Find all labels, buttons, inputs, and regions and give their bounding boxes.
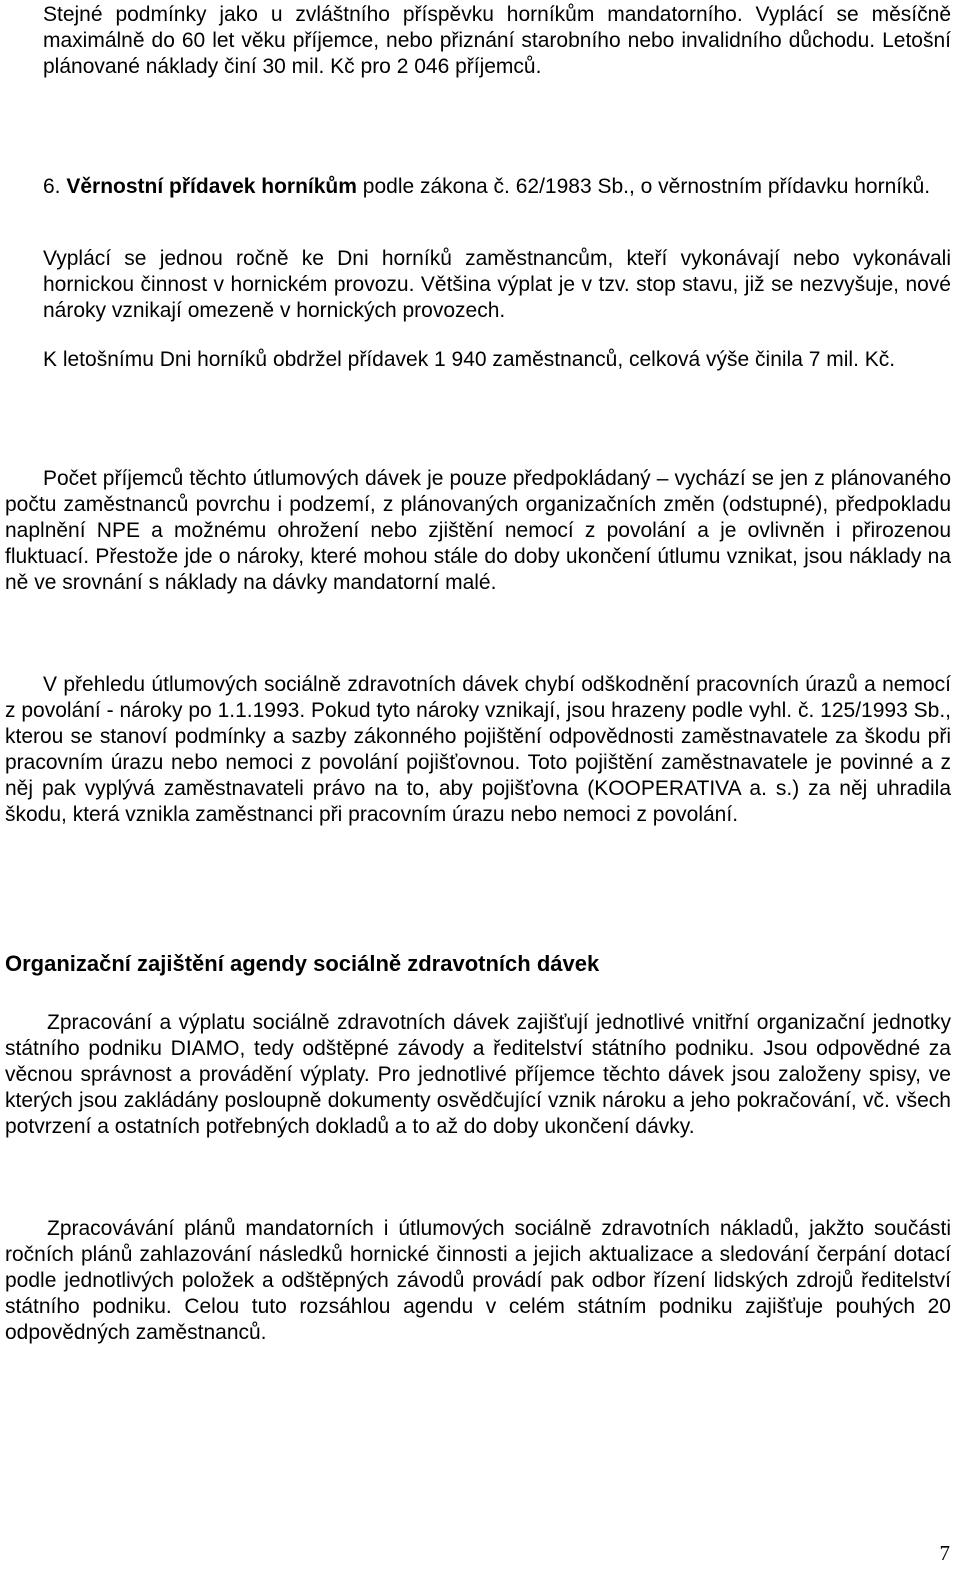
- paragraph-processing: Zpracování a výplatu sociálně zdravotních dávek zajišťují jednotlivé vnitřní organizační jednotky státního podniku DIAMO, tedy odštěpné závody a ředitelství státního podniku. Jsou odpovědné za věcnou správnost a provádění výplaty. Pro jednotlivé příjemce těchto dávek jsou založeny spisy, ve kterých jsou zakládány posloupně dokumenty osvědčující vznik nároku a jeho pokračování, vč. všech potvrzení a ostatních potřebných dokladů a to až do doby ukončení dávky.: [5, 1011, 951, 1138]
- item-6-law-reference: podle zákona č. 62/1983 Sb., o věrnostním přídavku horníků.: [362, 175, 931, 198]
- item-6-number: 6.: [43, 175, 61, 198]
- item-6-title: [43, 174, 951, 200]
- section-heading: Organizační zajištění agendy sociálně zdravotních dávek: [5, 951, 600, 976]
- page-number: 7: [939, 1541, 950, 1565]
- paragraph-injury-compensation: V přehledu útlumových sociálně zdravotních dávek chybí odškodnění pracovních úrazů a nemocí z povolání - nároky po 1.1.1993. Pokud tyto nároky vznikají, jsou hrazeny podle vyhl. č. 125/1993 Sb., kterou se stanoví podmínky a sazby zákonného pojištění odpovědnosti zaměstnavatele za škodu při pracovním úrazu nebo nemoci z povolání pojišťovnou. Toto pojištění zaměstnavatele je povinné a z něj pak vyplývá zaměstnavateli právo na to, aby pojišťovna (KOOPERATIVA a. s.) za něj uhradila škodu, která vznikla zaměstnanci při pracovním úrazu nebo nemoci z povolání.: [5, 673, 951, 826]
- paragraph-planning: Zpracovávání plánů mandatorních i útlumových sociálně zdravotních nákladů, jakžto součásti ročních plánů zahlazování následků hornické činnosti a jejich aktualizace a sledování čerpání dotací podle jednotlivých položek a odštěpných závodů provádí pak odbor řízení lidských zdrojů ředitelství státního podniku. Celou tuto rozsáhlou agendu v celém státním podniku zajišťuje pouhých 20 odpovědných zaměstnanců.: [5, 1217, 951, 1344]
- item-6-description: Vyplácí se jednou ročně ke Dni horníků zaměstnancům, kteří vykonávají nebo vykonávali hornickou činnost v hornickém provozu. Většina výplat je v tzv. stop stavu, již se nezvyšuje, nové nároky vznikají omezeně v hornických provozech.: [43, 247, 951, 322]
- paragraph-recipients-count: Počet příjemců těchto útlumových dávek je pouze předpokládaný – vychází se jen z plánovaného počtu zaměstnanců povrchu i podzemí, z plánovaných organizačních změn (odstupné), předpokladu naplnění NPE a možnému ohrožení nebo zjištění nemocí z povolání a je ovlivněn i přirozenou fluktuací. Přestože jde o nároky, které mohou stále do doby ukončení útlumu vznikat, jsou náklady na ně ve srovnání s náklady na dávky mandatorní malé.: [5, 467, 951, 594]
- item-6-bold-title: Věrnostní přídavek horníkům: [66, 175, 357, 198]
- paragraph-support-conditions: Stejné podmínky jako u zvláštního příspěvku horníkům mandatorního. Vyplácí se měsíčně maximálně do 60 let věku příjemce, nebo přiznání starobního nebo invalidního důchodu. Letošní plánované náklady činí 30 mil. Kč pro 2 046 příjemců.: [43, 3, 951, 78]
- item-6-this-year: K letošnímu Dni horníků obdržel přídavek 1 940 zaměstnanců, celková výše činila 7 mil. Kč.: [43, 348, 896, 371]
